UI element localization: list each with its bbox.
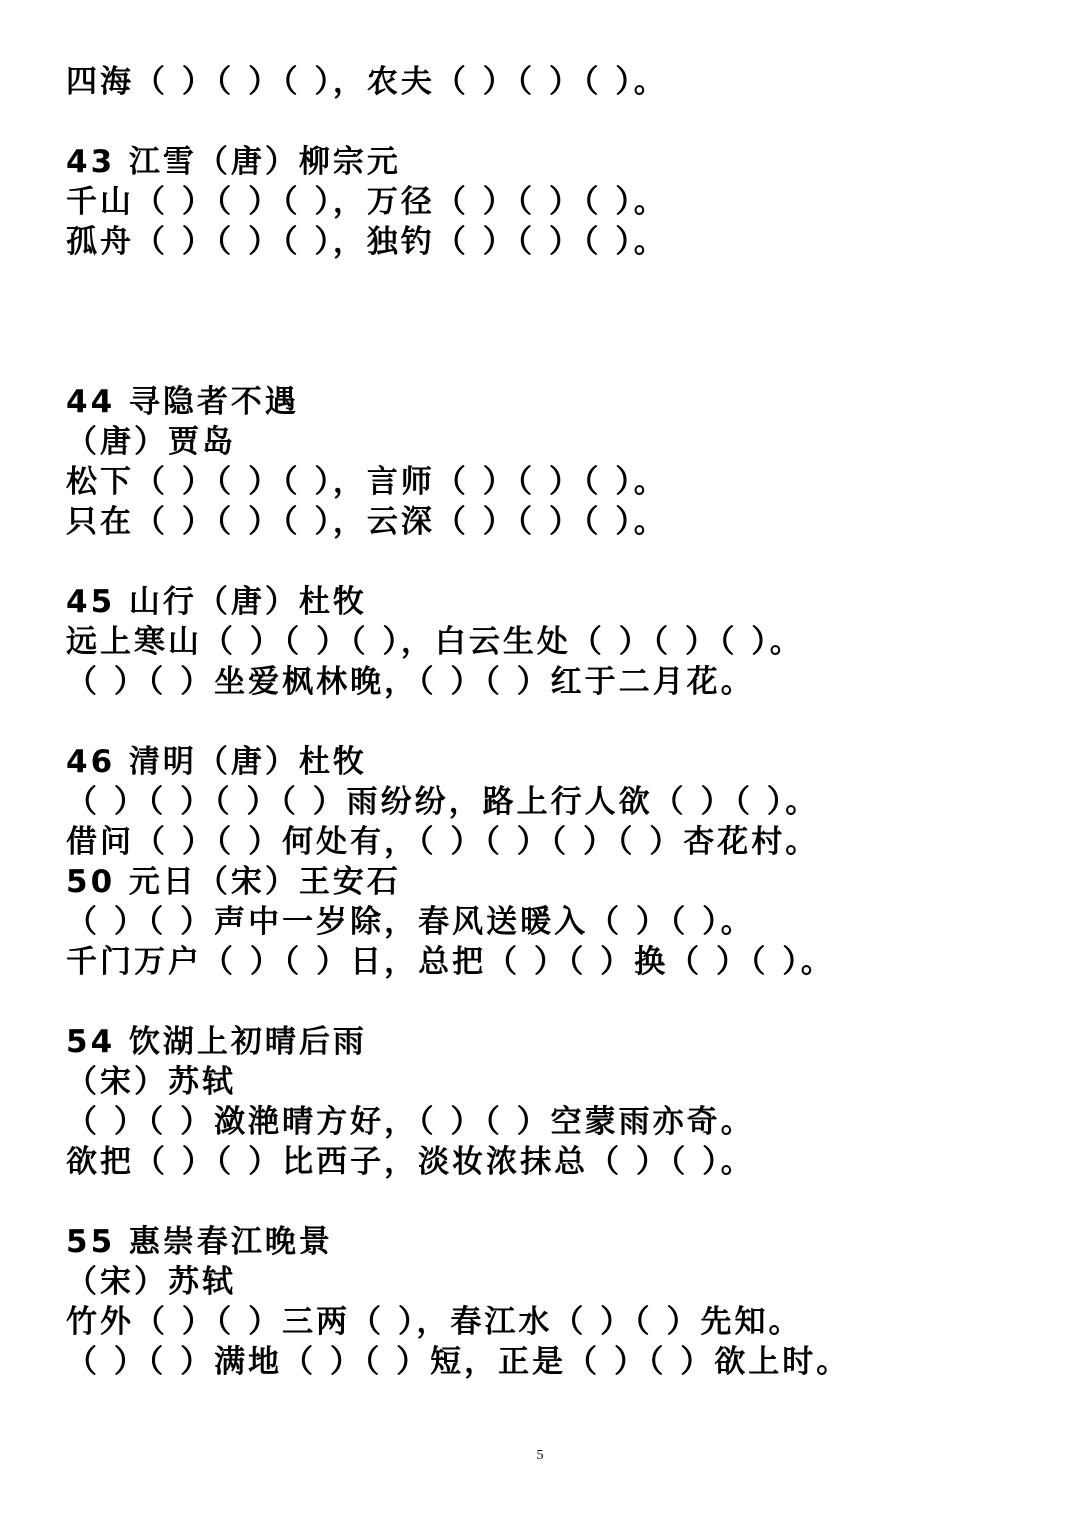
poem-54-line-2: 欲把（ ）（ ）比西子，淡妆浓抹总（ ）（ ）。 bbox=[66, 1144, 755, 1180]
poem-50-title: 50 元日（宋）王安石 bbox=[66, 864, 401, 900]
poem-44-title: 44 寻隐者不遇 bbox=[66, 384, 299, 420]
poem-45-line-1: 远上寒山（ ）（ ）（ ），白云生处（ ）（ ）（ ）。 bbox=[66, 624, 804, 660]
poem-43-title: 43 江雪（唐）柳宗元 bbox=[66, 144, 401, 180]
poem-50-line-2: 千门万户（ ）（ ）日，总把（ ）（ ）换（ ）（ ）。 bbox=[66, 944, 835, 980]
poem-46-line-2: 借问（ ）（ ）何处有，（ ）（ ）（ ）（ ）杏花村。 bbox=[66, 824, 820, 860]
poem-46-line-1: （ ）（ ）（ ）（ ）雨纷纷，路上行人欲（ ）（ ）。 bbox=[66, 784, 820, 820]
poem-44-line-2: 只在（ ）（ ）（ ），云深（ ）（ ）（ ）。 bbox=[66, 504, 668, 540]
poem-54-author: （宋）苏轼 bbox=[66, 1064, 236, 1100]
poem-42-line-2: 四海（ ）（ ）（ ），农夫（ ）（ ）（ ）。 bbox=[66, 64, 668, 100]
poem-44-line-1: 松下（ ）（ ）（ ），言师（ ）（ ）（ ）。 bbox=[66, 464, 668, 500]
poem-50-line-1: （ ）（ ）声中一岁除，春风送暖入（ ）（ ）。 bbox=[66, 904, 755, 940]
poem-45-title: 45 山行（唐）杜牧 bbox=[66, 584, 367, 620]
poem-46-title: 46 清明（唐）杜牧 bbox=[66, 744, 367, 780]
poem-55-title: 55 惠崇春江晚景 bbox=[66, 1224, 333, 1260]
poem-55-line-1: 竹外（ ）（ ）三两（ ），春江水（ ）（ ）先知。 bbox=[66, 1304, 803, 1340]
poem-45-line-2: （ ）（ ）坐爱枫林晚，（ ）（ ）红于二月花。 bbox=[66, 664, 755, 700]
poem-43-line-2: 孤舟（ ）（ ）（ ），独钓（ ）（ ）（ ）。 bbox=[66, 224, 668, 260]
poem-54-title: 54 饮湖上初晴后雨 bbox=[66, 1024, 367, 1060]
poem-54-line-1: （ ）（ ）潋滟晴方好，（ ）（ ）空蒙雨亦奇。 bbox=[66, 1104, 755, 1140]
poem-55-author: （宋）苏轼 bbox=[66, 1264, 236, 1300]
poem-55-line-2: （ ）（ ）满地（ ）（ ）短，正是（ ）（ ）欲上时。 bbox=[66, 1344, 851, 1380]
poem-43-line-1: 千山（ ）（ ）（ ），万径（ ）（ ）（ ）。 bbox=[66, 184, 668, 220]
poem-44-author: （唐）贾岛 bbox=[66, 424, 236, 460]
page-number: 5 bbox=[536, 1448, 544, 1463]
